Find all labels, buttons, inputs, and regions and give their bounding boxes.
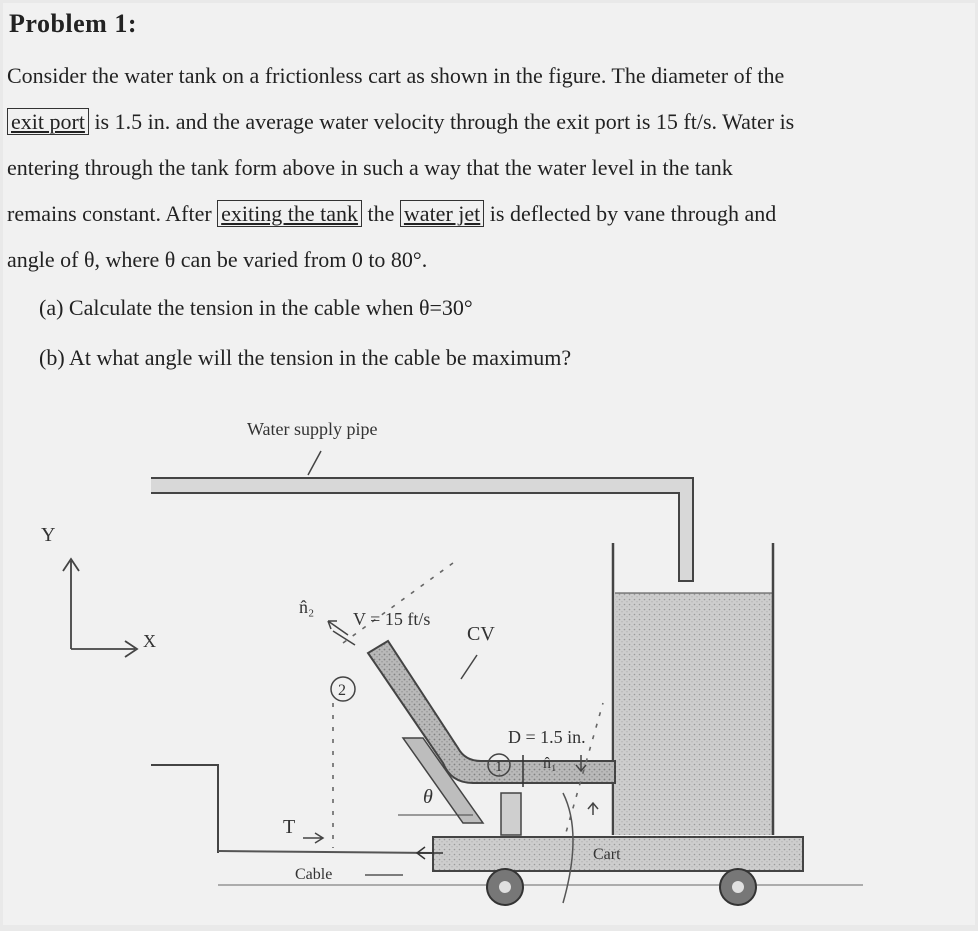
statement-line-2-rest: is 1.5 in. and the average water velocity through the exit port is 15 ft/s. Water is <box>88 109 795 134</box>
axis-y-label: Y <box>41 524 56 546</box>
tank-cart-figure <box>3 3 975 925</box>
tension-label: T <box>283 816 296 838</box>
statement-line-4-c: the <box>362 201 400 226</box>
problem-page <box>3 3 975 925</box>
cable-label: Cable <box>295 866 333 883</box>
water-in-tank <box>615 593 773 835</box>
cable <box>218 851 433 853</box>
n1-label: n̂₁ <box>543 755 557 772</box>
statement-line-4-e: is deflected by vane through and <box>484 201 777 226</box>
statement-line-1: Consider the water tank on a frictionless cart as shown in the figure. The diameter of the <box>7 63 785 88</box>
tension-arrow <box>303 833 323 843</box>
supply-pipe-leader <box>308 451 321 475</box>
part-a-question: (a) Calculate the tension in the cable when θ=30° <box>39 295 473 320</box>
cv-arrow <box>461 655 477 679</box>
supply-pipe-label: Water supply pipe <box>247 419 378 439</box>
statement-line-5: angle of θ, where θ can be varied from 0 to 80°. <box>7 247 428 272</box>
n2-label: n̂₂ <box>299 597 315 617</box>
exit-port-highlight: exit port <box>7 108 89 135</box>
jet-arrow-1 <box>328 621 348 635</box>
axis-x-label: X <box>143 631 156 651</box>
up-arrow <box>588 803 598 815</box>
statement-line-4-a: remains constant. After <box>7 201 218 226</box>
part-b-question: (b) At what angle will the tension in the cable be maximum? <box>39 345 572 370</box>
theta-label: θ <box>423 786 433 808</box>
exit-pipe <box>368 641 615 783</box>
cart-label: Cart <box>593 846 621 863</box>
water-jet-highlight: water jet <box>400 200 484 227</box>
coordinate-axes <box>63 559 137 657</box>
statement-line-3: entering through the tank form above in such a way that the water level in the tank <box>7 155 733 180</box>
station-1-label: 1 <box>495 759 503 775</box>
station-2-label: 2 <box>338 682 346 699</box>
left-wall <box>151 765 218 853</box>
cart-wheel-right <box>720 869 756 905</box>
cv-label: CV <box>467 623 495 645</box>
diameter-label: D = 1.5 in. <box>508 727 586 747</box>
velocity-label: V = 15 ft/s <box>353 609 431 629</box>
exiting-tank-highlight: exiting the tank <box>217 200 362 227</box>
vane-support <box>501 793 521 835</box>
cart-wheel-left <box>487 869 523 905</box>
problem-title: Problem 1: <box>9 9 137 38</box>
supply-pipe <box>151 478 693 581</box>
